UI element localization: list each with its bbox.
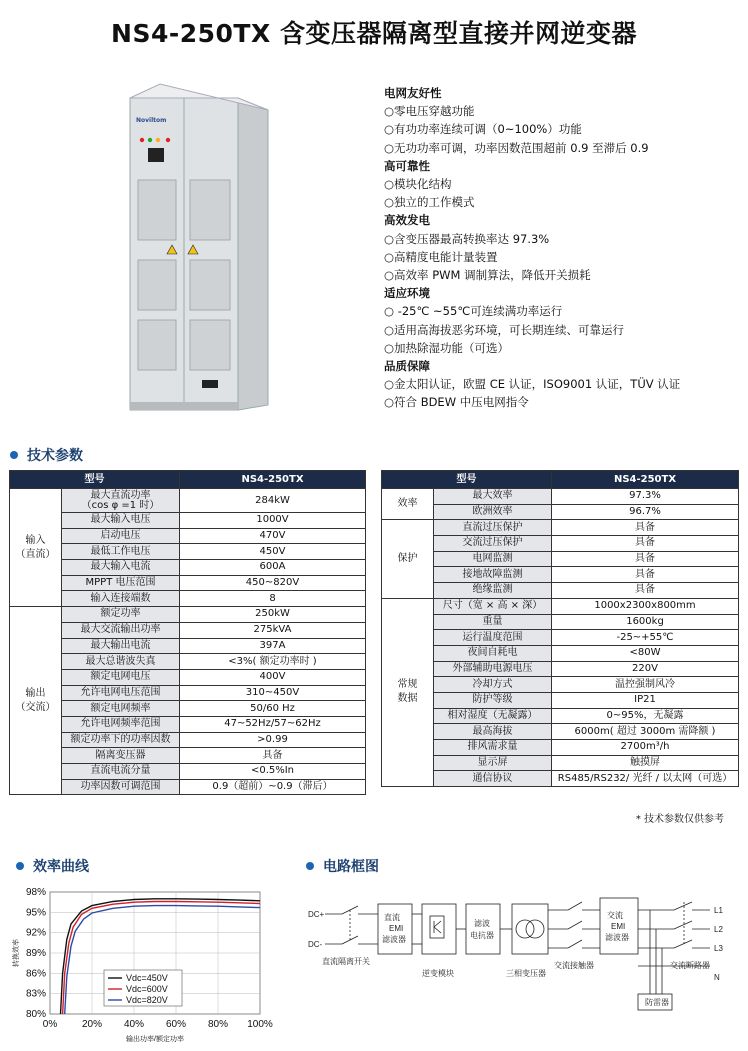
feature-group [384, 84, 734, 157]
category-cell: 保护 [382, 520, 434, 598]
x-tick-label: 0% [42, 1019, 58, 1030]
category-cell: 输出 （交流） [10, 607, 62, 795]
header-model-label: 型号 [10, 471, 180, 489]
table-header-row [10, 471, 366, 489]
table-row [382, 551, 739, 567]
feature-heading: 高效发电 [384, 213, 430, 228]
param-label: 外部辅助电源电压 [434, 661, 552, 677]
param-value: 450V [180, 544, 366, 560]
filter-label-2: 电抗器 [470, 931, 494, 940]
table-row [382, 536, 739, 552]
param-label: 允许电网电压范围 [62, 685, 180, 701]
param-value: 400V [180, 669, 366, 685]
y-tick-label: 89% [25, 948, 46, 959]
param-value: 具备 [552, 536, 739, 552]
param-value: 600A [180, 560, 366, 576]
header-model-label: 型号 [382, 471, 552, 489]
param-label: 最大直流功率 （cos φ =1 时） [62, 489, 180, 513]
param-label: MPPT 电压范围 [62, 575, 180, 591]
param-label: 最大输出电流 [62, 638, 180, 654]
l2-label: L2 [714, 925, 723, 934]
param-value: <80W [552, 645, 739, 661]
param-value: 1600kg [552, 614, 739, 630]
table-row [382, 661, 739, 677]
param-label: 输入连接端数 [62, 591, 180, 607]
table-row [10, 716, 366, 732]
feature-item: ○高精度电能计量装置 [384, 249, 498, 264]
table-row [10, 544, 366, 560]
feature-item: ○加热除湿功能（可选） [384, 340, 510, 355]
surge-label: 防雷器 [645, 998, 669, 1007]
param-label: 直流电流分量 [62, 764, 180, 780]
param-value: 97.3% [552, 489, 739, 505]
param-value: 温控强制风冷 [552, 677, 739, 693]
feature-group [384, 211, 734, 284]
legend-label: Vdc=450V [126, 973, 168, 983]
spec-table-left [9, 470, 366, 795]
ac-emi-label-3: 滤波器 [605, 933, 629, 942]
param-value: 275kVA [180, 622, 366, 638]
feature-group [384, 157, 734, 212]
efficiency-section-title: 效率曲线 [33, 859, 89, 875]
param-value: 1000x2300x800mm [552, 598, 739, 614]
param-label: 最大交流输出功率 [62, 622, 180, 638]
table-row [382, 520, 739, 536]
table-row [10, 560, 366, 576]
y-axis-label: 转换效率 [13, 939, 20, 967]
table-row [10, 489, 366, 513]
dc-emi-label-3: 滤波器 [382, 935, 406, 944]
spec-section-title: 技术参数 [27, 448, 83, 464]
param-label: 尺寸（宽 × 高 × 深） [434, 598, 552, 614]
ac-emi-label-2: EMI [611, 922, 626, 931]
param-value: 具备 [552, 567, 739, 583]
table-row [382, 489, 739, 505]
table-row [382, 598, 739, 614]
header-model-value: NS4-250TX [180, 471, 366, 489]
param-value: 250kW [180, 607, 366, 623]
table-header-row [382, 471, 739, 489]
feature-heading: 适应环境 [384, 286, 430, 301]
feature-item: ○符合 BDEW 中压电网指令 [384, 395, 529, 410]
table-row [382, 740, 739, 756]
param-value: IP21 [552, 692, 739, 708]
table-row [382, 645, 739, 661]
x-tick-label: 40% [123, 1019, 145, 1030]
table-row [10, 607, 366, 623]
param-label: 相对湿度（无凝露） [434, 708, 552, 724]
param-value: 0.9（超前）~0.9（滞后） [180, 779, 366, 795]
table-row [10, 701, 366, 717]
param-value: 310~450V [180, 685, 366, 701]
dc-minus-label: DC- [308, 940, 323, 949]
spec-note: * 技术参数仅供参考 [635, 814, 724, 825]
y-tick-label: 86% [25, 968, 46, 980]
param-label: 额定功率 [62, 607, 180, 623]
ac-contactor-label: 交流接触器 [554, 961, 594, 970]
feature-item: ○有功功率连续可调（0~100%）功能 [384, 122, 582, 137]
param-value: 1000V [180, 513, 366, 529]
legend-label: Vdc=820V [126, 995, 168, 1005]
ac-emi-label-1: 交流 [607, 911, 623, 920]
param-label: 额定电网频率 [62, 701, 180, 717]
param-value: <0.5%In [180, 764, 366, 780]
brand-logo: Noviltom [136, 117, 167, 124]
inverter-cabinet-image [128, 80, 278, 415]
param-label: 夜间自耗电 [434, 645, 552, 661]
table-row [382, 504, 739, 520]
param-value: 触摸屏 [552, 755, 739, 771]
table-row [10, 654, 366, 670]
param-value: 具备 [552, 520, 739, 536]
feature-item: ○适用高海拔恶劣环境，可长期连续、可靠运行 [384, 322, 625, 337]
feature-item: ○模块化结构 [384, 177, 452, 192]
table-row [382, 677, 739, 693]
table-row [10, 622, 366, 638]
bullet-dot-icon [306, 862, 314, 870]
inverter-label: 逆变模块 [422, 969, 454, 978]
param-label: 功率因数可调范围 [62, 779, 180, 795]
feature-group [384, 357, 734, 412]
param-label: 最低工作电压 [62, 544, 180, 560]
param-label: 接地故障监测 [434, 567, 552, 583]
param-label: 最高海拔 [434, 724, 552, 740]
category-cell: 输入 （直流） [10, 489, 62, 607]
efficiency-section-heading [16, 856, 89, 876]
y-tick-label: 80% [25, 1009, 46, 1020]
table-row [10, 513, 366, 529]
param-label: 运行温度范围 [434, 630, 552, 646]
y-tick-label: 92% [25, 927, 46, 939]
param-label: 最大输入电流 [62, 560, 180, 576]
param-label: 最大总谐波失真 [62, 654, 180, 670]
efficiency-chart [8, 878, 288, 1048]
param-value: 50/60 Hz [180, 701, 366, 717]
table-row [10, 685, 366, 701]
param-value: 具备 [180, 748, 366, 764]
table-row [10, 748, 366, 764]
table-row [10, 779, 366, 795]
feature-heading: 高可靠性 [384, 158, 430, 173]
circuit-section-heading [306, 856, 379, 876]
feature-group [384, 284, 734, 357]
param-label: 额定电网电压 [62, 669, 180, 685]
circuit-diagram [300, 888, 740, 1028]
table-row [10, 591, 366, 607]
param-label: 最大效率 [434, 489, 552, 505]
param-label: 绝缘监测 [434, 583, 552, 599]
param-value: >0.99 [180, 732, 366, 748]
legend-label: Vdc=600V [126, 984, 168, 994]
table-row [10, 669, 366, 685]
table-row [10, 764, 366, 780]
param-value: 2700m³/h [552, 740, 739, 756]
table-row [10, 575, 366, 591]
dc-emi-label-2: EMI [389, 924, 404, 933]
category-cell: 常规 数据 [382, 598, 434, 786]
page-title: NS4-250TX 含变压器隔离型直接并网逆变器 [111, 19, 637, 48]
param-value: -25~+55℃ [552, 630, 739, 646]
table-row [382, 708, 739, 724]
header-model-value: NS4-250TX [552, 471, 739, 489]
table-row [10, 732, 366, 748]
breaker-label: 交流断路器 [670, 961, 710, 970]
table-row [382, 771, 739, 787]
param-label: 最大输入电压 [62, 513, 180, 529]
dc-switch-label: 直流隔离开关 [322, 957, 370, 966]
param-label: 显示屏 [434, 755, 552, 771]
param-label: 通信协议 [434, 771, 552, 787]
dc-plus-label: DC+ [308, 910, 325, 919]
x-tick-label: 60% [165, 1019, 187, 1030]
x-tick-label: 80% [207, 1019, 229, 1030]
feature-list [384, 84, 734, 412]
feature-item: ○零电压穿越功能 [384, 104, 475, 119]
table-row [10, 638, 366, 654]
feature-item: ○独立的工作模式 [384, 195, 475, 210]
param-label: 电网监测 [434, 551, 552, 567]
param-label: 隔离变压器 [62, 748, 180, 764]
y-tick-label: 95% [25, 907, 46, 919]
param-value: 47~52Hz/57~62Hz [180, 716, 366, 732]
y-tick-label: 98% [25, 887, 46, 898]
param-value: 0~95%，无凝露 [552, 708, 739, 724]
table-row [382, 630, 739, 646]
x-tick-label: 20% [81, 1019, 103, 1030]
bullet-dot-icon [10, 451, 18, 459]
x-axis-label: 输出功率/额定功率 [126, 1036, 184, 1043]
l1-label: L1 [714, 906, 723, 915]
l3-label: L3 [714, 944, 723, 953]
table-row [382, 724, 739, 740]
param-value: 8 [180, 591, 366, 607]
param-label: 启动电压 [62, 528, 180, 544]
param-label: 允许电网频率范围 [62, 716, 180, 732]
param-value: 284kW [180, 489, 366, 513]
param-label: 交流过压保护 [434, 536, 552, 552]
param-label: 防护等级 [434, 692, 552, 708]
feature-item: ○含变压器最高转换率达 97.3% [384, 231, 550, 246]
spec-table-right [381, 470, 739, 787]
category-cell: 效率 [382, 489, 434, 520]
n-label: N [714, 973, 720, 982]
feature-heading: 品质保障 [384, 359, 430, 374]
transformer-label: 三相变压器 [506, 969, 546, 978]
param-value: 具备 [552, 583, 739, 599]
y-tick-label: 83% [25, 988, 46, 1000]
feature-item: ○金太阳认证，欧盟 CE 认证，ISO9001 认证，TÜV 认证 [384, 377, 681, 392]
param-value: 397A [180, 638, 366, 654]
param-value: RS485/RS232/ 光纤 / 以太网（可选） [552, 771, 739, 787]
param-label: 额定功率下的功率因数 [62, 732, 180, 748]
param-value: 220V [552, 661, 739, 677]
table-row [382, 567, 739, 583]
param-label: 欧洲效率 [434, 504, 552, 520]
feature-item: ○ -25℃ ~55℃可连续满功率运行 [384, 304, 563, 319]
param-value: 96.7% [552, 504, 739, 520]
feature-heading: 电网友好性 [384, 86, 442, 100]
param-label: 排风需求量 [434, 740, 552, 756]
table-row [382, 614, 739, 630]
param-value: 6000m( 超过 3000m 需降额 ) [552, 724, 739, 740]
param-label: 冷却方式 [434, 677, 552, 693]
filter-label-1: 滤波 [474, 919, 490, 928]
bullet-dot-icon [16, 862, 24, 870]
feature-item: ○高效率 PWM 调制算法，降低开关损耗 [384, 268, 591, 283]
table-row [382, 583, 739, 599]
param-value: <3%( 额定功率时 ) [180, 654, 366, 670]
spec-section-heading [10, 445, 83, 465]
param-value: 450~820V [180, 575, 366, 591]
param-value: 470V [180, 528, 366, 544]
param-value: 具备 [552, 551, 739, 567]
table-row [382, 692, 739, 708]
param-label: 重量 [434, 614, 552, 630]
circuit-section-title: 电路框图 [323, 859, 379, 875]
table-row [10, 528, 366, 544]
param-label: 直流过压保护 [434, 520, 552, 536]
feature-item: ○无功功率可调，功率因数范围超前 0.9 至滞后 0.9 [384, 140, 649, 155]
x-tick-label: 100% [247, 1019, 273, 1030]
dc-emi-label-1: 直流 [384, 913, 400, 922]
table-row [382, 755, 739, 771]
